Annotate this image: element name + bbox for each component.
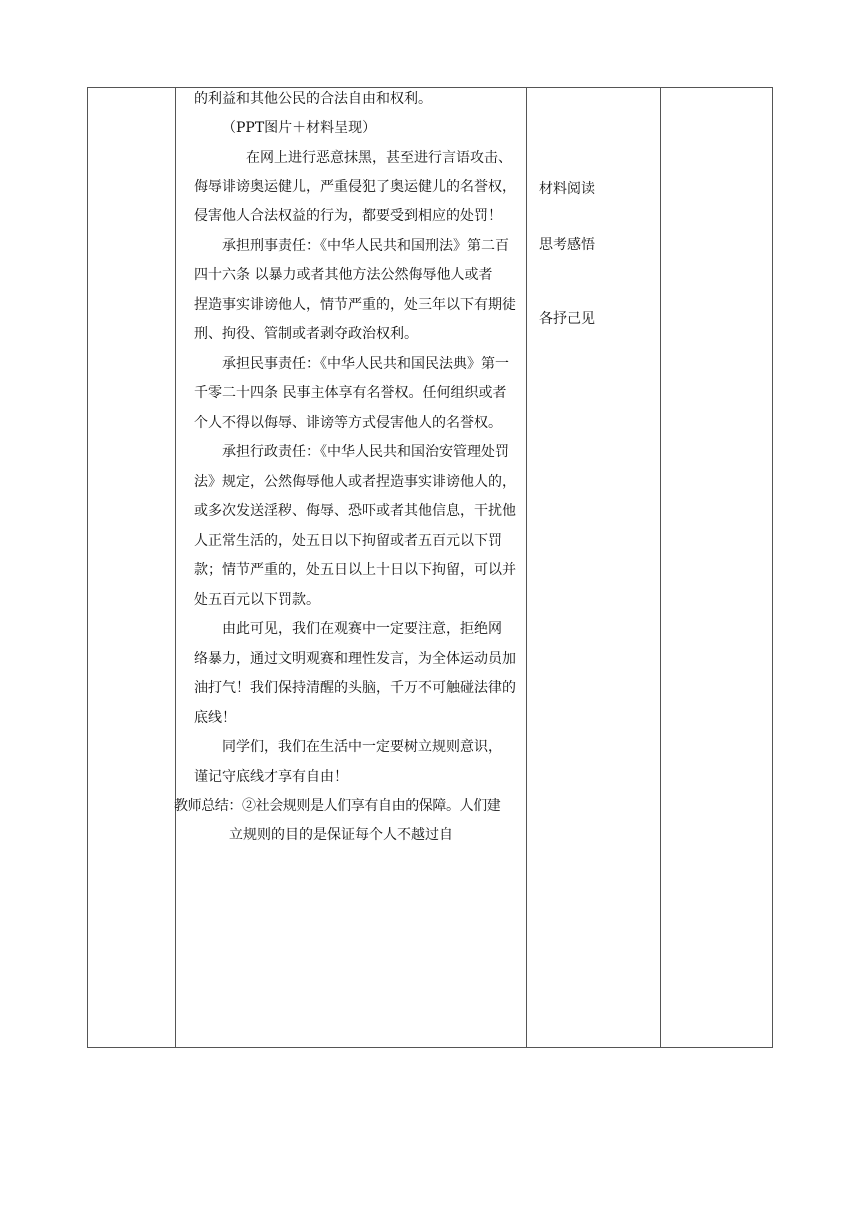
activity-thinking: 思考感悟 [539, 237, 595, 253]
activity-reading: 材料阅读 [539, 181, 595, 197]
content-line: 承担民事责任：《中华人民共和国民法典》第一 [222, 356, 509, 372]
content-line: 络暴力，通过文明观赛和理性发言，为全体运动员加 [194, 651, 516, 667]
content-line: 油打气！我们保持清醒的头脑，千万不可触碰法律的 [194, 680, 516, 696]
teacher-summary: 教师总结：②社会规则是人们享有自由的保障。人们建 [174, 798, 501, 814]
content-line: 承担刑事责任：《中华人民共和国刑法》第二百 [222, 238, 509, 254]
lesson-table [87, 87, 773, 1048]
student-activity-column [526, 88, 660, 1047]
content-line: （PPT图片＋材料呈现） [222, 120, 377, 136]
content-line: 款；情节严重的，处五日以上十日以下拘留，可以并 [194, 562, 516, 578]
content-line: 同学们，我们在生活中一定要树立规则意识， [222, 739, 502, 755]
content-line: 侮辱诽谤奥运健儿，严重侵犯了奥运健儿的名誉权， [194, 179, 516, 195]
content-line: 处五百元以下罚款。 [194, 592, 320, 608]
column-divider [660, 88, 661, 1047]
content-line: 或多次发送淫秽、侮辱、恐吓或者其他信息，干扰他 [194, 503, 516, 519]
teacher-summary: 立规则的目的是保证每个人不越过自 [229, 827, 453, 843]
content-line: 底线！ [194, 710, 236, 726]
content-line: 捏造事实诽谤他人，情节严重的，处三年以下有期徒 [194, 297, 516, 313]
content-line: 人正常生活的，处五日以下拘留或者五百元以下罚 [194, 533, 502, 549]
content-line: 的利益和其他公民的合法自由和权利。 [194, 91, 432, 107]
content-line: 法》规定，公然侮辱他人或者捏造事实诽谤他人的， [194, 474, 516, 490]
content-line: 在网上进行恶意抹黑，甚至进行言语攻击、 [246, 150, 512, 166]
content-line: 谨记守底线才享有自由！ [194, 769, 348, 785]
content-line: 千零二十四条 民事主体享有名誉权。任何组织或者 [194, 385, 507, 401]
content-line: 刑、拘役、管制或者剥夺政治权利。 [194, 326, 418, 342]
content-line: 四十六条 以暴力或者其他方法公然侮辱他人或者 [194, 267, 493, 283]
content-line: 个人不得以侮辱、诽谤等方式侵害他人的名誉权。 [194, 415, 502, 431]
teaching-content-column [175, 88, 526, 1047]
content-line: 侵害他人合法权益的行为，都要受到相应的处罚！ [194, 208, 502, 224]
activity-sharing: 各抒己见 [539, 311, 595, 327]
content-line: 承担行政责任：《中华人民共和国治安管理处罚 [222, 444, 509, 460]
content-line: 由此可见，我们在观赛中一定要注意，拒绝网 [222, 621, 502, 637]
